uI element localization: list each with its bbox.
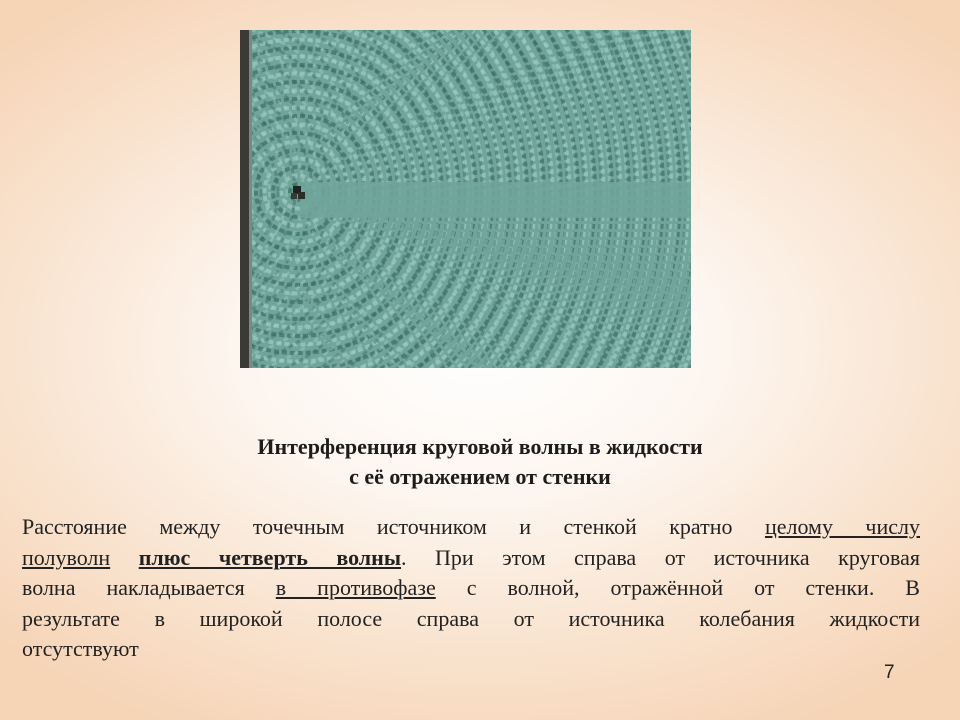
page-number: 7 [884,662,895,683]
underlined-phrase: целому числу [764,514,921,539]
body-text-run: Расстояние между точечным источником и стенкой кратно [22,514,765,539]
wave-interference-figure [240,30,691,368]
body-line-4: результате в широкой полосе справа от источника колебания жидкости [22,605,920,631]
body-line-1 [22,512,920,543]
caption-line-2: с её отражением от стенки [349,464,611,489]
calm-band [300,182,691,218]
body-line-3 [22,573,920,604]
wave-interference-icon [240,30,691,368]
body-text-run: волна накладывается [22,575,276,600]
body-paragraph [22,512,920,665]
body-line-2 [22,543,920,574]
underlined-phrase: полуволн [22,544,111,570]
body-text-run [110,545,139,570]
bold-underlined-phrase: плюс четверть волны [138,544,402,570]
caption-line-1: Интерференция круговой волны в жидкости [257,434,703,459]
body-line-5: отсутствуют [22,636,139,661]
figure-caption [120,432,840,492]
underlined-phrase: в противофазе [275,575,436,600]
body-text-run: с волной, отражённой от стенки. В [435,575,920,600]
body-text-run: . При этом справа от источника круговая [401,544,920,570]
wall-edge [249,30,252,368]
